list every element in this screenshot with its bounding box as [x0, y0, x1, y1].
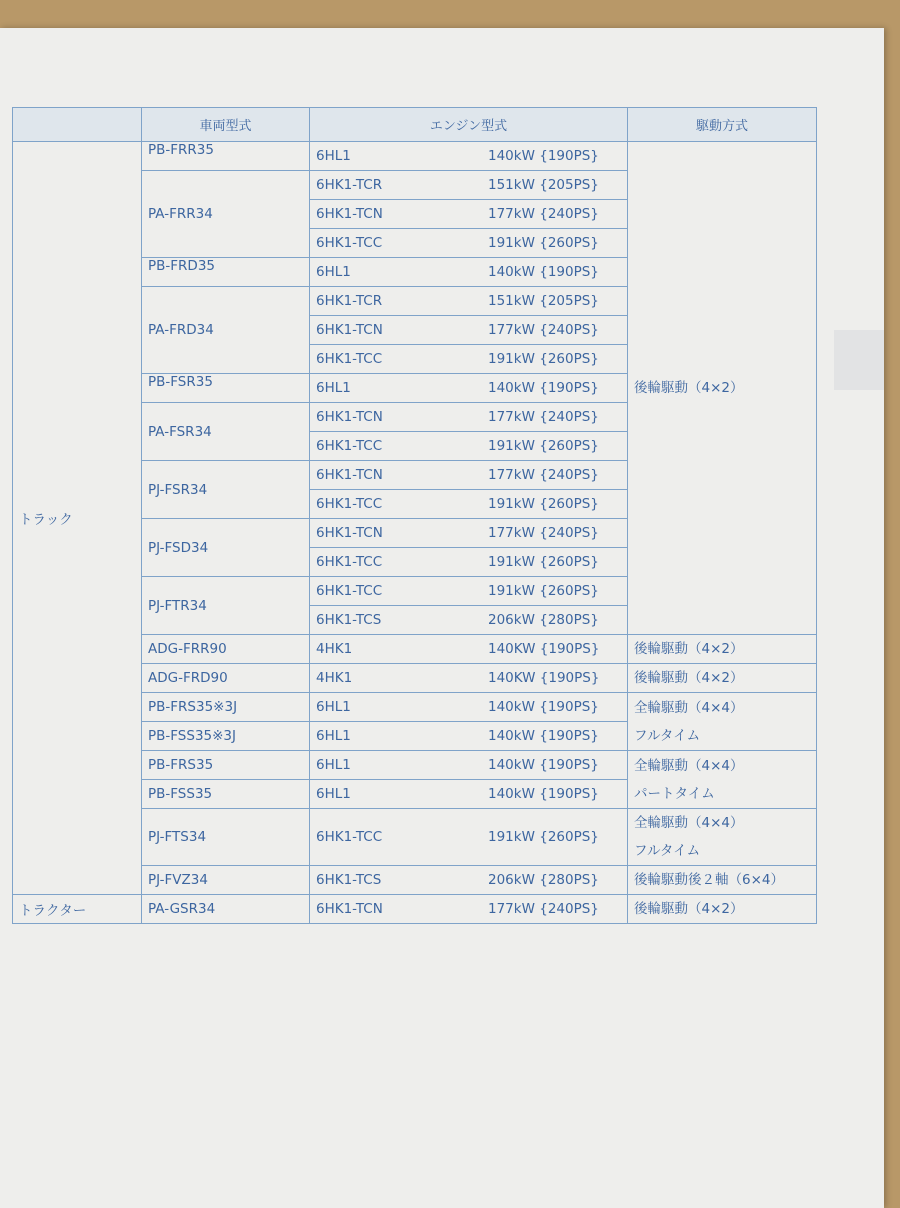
engine-model-cell: 6HK1-TCS: [310, 866, 483, 895]
vehicle-model-cell: PA-FSR34: [142, 403, 310, 461]
vehicle-model-cell: PB-FRR35: [142, 142, 310, 171]
vehicle-model-cell: PJ-FTR34: [142, 577, 310, 635]
vehicle-model-cell: PJ-FSR34: [142, 461, 310, 519]
vehicle-model-cell: PB-FSS35※3J: [142, 722, 310, 751]
engine-power-cell: 177kW {240PS}: [482, 200, 628, 229]
engine-model-cell: 4HK1: [310, 635, 483, 664]
engine-model-cell: 6HK1-TCC: [310, 490, 483, 519]
engine-power-cell: 140kW {190PS}: [482, 780, 628, 809]
table-row: [13, 895, 817, 924]
engine-power-cell: 177kW {240PS}: [482, 895, 628, 924]
engine-model-cell: 6HL1: [310, 751, 483, 780]
drive-type-cell: 後輪駆動後２軸（6×4）: [628, 866, 817, 895]
engine-power-cell: 191kW {260PS}: [482, 229, 628, 258]
vehicle-model-cell: PB-FRD35: [142, 258, 310, 287]
category-cell: トラック: [13, 142, 142, 895]
vehicle-model-cell: PA-FRR34: [142, 171, 310, 258]
engine-model-cell: 6HL1: [310, 374, 483, 403]
vehicle-model-cell: PJ-FVZ34: [142, 866, 310, 895]
engine-model-cell: 6HK1-TCN: [310, 200, 483, 229]
vehicle-model-cell: PB-FRS35: [142, 751, 310, 780]
vehicle-model-cell: PA-FRD34: [142, 287, 310, 374]
engine-power-cell: 191kW {260PS}: [482, 577, 628, 606]
engine-model-cell: 6HK1-TCN: [310, 461, 483, 490]
table-header-row: [13, 108, 817, 142]
engine-power-cell: 191kW {260PS}: [482, 809, 628, 866]
vehicle-model-cell: ADG-FRR90: [142, 635, 310, 664]
engine-model-cell: 6HK1-TCC: [310, 432, 483, 461]
engine-power-cell: 140kW {190PS}: [482, 374, 628, 403]
engine-model-cell: 6HK1-TCC: [310, 345, 483, 374]
header-category: [13, 108, 142, 142]
vehicle-spec-table: [12, 107, 817, 924]
engine-power-cell: 206kW {280PS}: [482, 606, 628, 635]
engine-model-cell: 6HL1: [310, 722, 483, 751]
drive-type-cell: 全輪駆動（4×4） パートタイム: [628, 751, 817, 809]
engine-power-cell: 191kW {260PS}: [482, 490, 628, 519]
engine-model-cell: 4HK1: [310, 664, 483, 693]
engine-power-cell: 177kW {240PS}: [482, 519, 628, 548]
engine-model-cell: 6HL1: [310, 780, 483, 809]
vehicle-model-cell: PB-FRS35※3J: [142, 693, 310, 722]
engine-power-cell: 140kW {190PS}: [482, 142, 628, 171]
engine-power-cell: 140KW {190PS}: [482, 664, 628, 693]
engine-power-cell: 177kW {240PS}: [482, 403, 628, 432]
engine-model-cell: 6HK1-TCC: [310, 577, 483, 606]
vehicle-model-cell: ADG-FRD90: [142, 664, 310, 693]
engine-power-cell: 151kW {205PS}: [482, 287, 628, 316]
vehicle-model-cell: PJ-FTS34: [142, 809, 310, 866]
drive-type-cell: 後輪駆動（4×2）: [628, 635, 817, 664]
engine-power-cell: 151kW {205PS}: [482, 171, 628, 200]
vehicle-model-cell: PB-FSR35: [142, 374, 310, 403]
header-drive-type: 駆動方式: [628, 108, 817, 142]
engine-model-cell: 6HK1-TCN: [310, 403, 483, 432]
engine-power-cell: 140kW {190PS}: [482, 258, 628, 287]
engine-power-cell: 140KW {190PS}: [482, 635, 628, 664]
vehicle-model-cell: PB-FSS35: [142, 780, 310, 809]
engine-power-cell: 140kW {190PS}: [482, 751, 628, 780]
page-tab-marker: [834, 330, 884, 390]
engine-power-cell: 191kW {260PS}: [482, 432, 628, 461]
header-engine-model: エンジン型式: [310, 108, 628, 142]
category-cell: トラクター: [13, 895, 142, 924]
engine-power-cell: 177kW {240PS}: [482, 461, 628, 490]
engine-model-cell: 6HL1: [310, 693, 483, 722]
engine-power-cell: 206kW {280PS}: [482, 866, 628, 895]
engine-model-cell: 6HK1-TCC: [310, 548, 483, 577]
engine-power-cell: 191kW {260PS}: [482, 548, 628, 577]
engine-model-cell: 6HK1-TCR: [310, 287, 483, 316]
engine-model-cell: 6HK1-TCC: [310, 809, 483, 866]
drive-type-cell: 後輪駆動（4×2）: [628, 142, 817, 635]
drive-type-cell: 後輪駆動（4×2）: [628, 895, 817, 924]
engine-model-cell: 6HK1-TCS: [310, 606, 483, 635]
engine-power-cell: 177kW {240PS}: [482, 316, 628, 345]
engine-model-cell: 6HK1-TCN: [310, 316, 483, 345]
drive-type-cell: 全輪駆動（4×4） フルタイム: [628, 809, 817, 866]
drive-type-cell: 後輪駆動（4×2）: [628, 664, 817, 693]
engine-power-cell: 140kW {190PS}: [482, 693, 628, 722]
engine-model-cell: 6HL1: [310, 142, 483, 171]
engine-model-cell: 6HK1-TCN: [310, 895, 483, 924]
vehicle-model-cell: PA-GSR34: [142, 895, 310, 924]
vehicle-model-cell: PJ-FSD34: [142, 519, 310, 577]
engine-model-cell: 6HK1-TCN: [310, 519, 483, 548]
engine-model-cell: 6HL1: [310, 258, 483, 287]
drive-type-cell: 全輪駆動（4×4） フルタイム: [628, 693, 817, 751]
engine-power-cell: 191kW {260PS}: [482, 345, 628, 374]
engine-model-cell: 6HK1-TCC: [310, 229, 483, 258]
engine-power-cell: 140kW {190PS}: [482, 722, 628, 751]
engine-model-cell: 6HK1-TCR: [310, 171, 483, 200]
header-vehicle-model: 車両型式: [142, 108, 310, 142]
table-row: [13, 142, 817, 171]
